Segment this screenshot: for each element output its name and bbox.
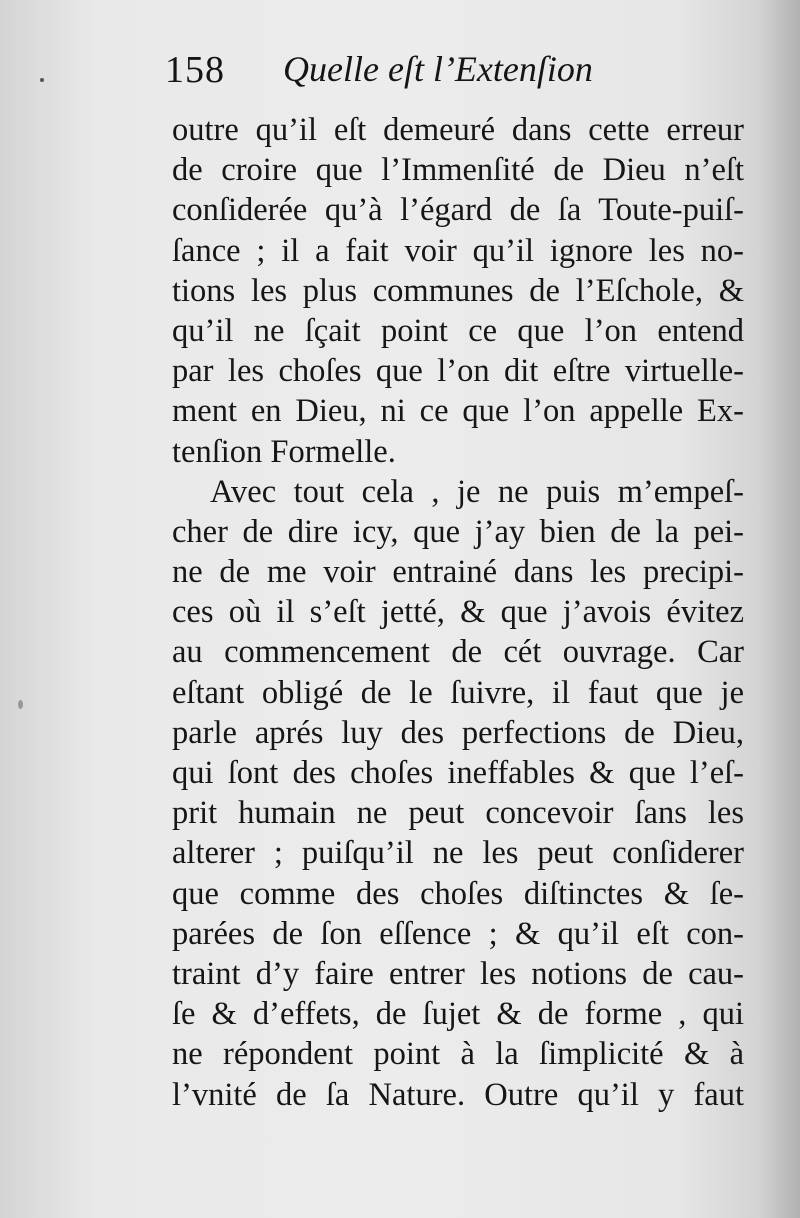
- text-line: parées de ſon eſſence ; & qu’il eſt con-: [172, 915, 744, 952]
- running-title: Quelle eſt l’Extenſion: [283, 49, 593, 89]
- text-line: outre qu’il eſt demeuré dans cette erreur: [172, 112, 744, 148]
- text-line: ne de me voir entrainé dans les precipi-: [172, 554, 744, 591]
- text-line: parle aprés luy des perfections de Dieu,: [172, 714, 744, 751]
- text-line: Avec tout cela , je ne puis m’empeſ-: [210, 473, 744, 510]
- text-line: prit humain ne peut concevoir ſans les: [172, 795, 744, 832]
- text-line: qu’il ne ſçait point ce que l’on entend: [172, 312, 744, 349]
- text-line: qui ſont des choſes ineffables & que l’eſ-: [172, 755, 744, 791]
- text-line: l’vnité de ſa Nature. Outre qu’il y faut: [172, 1076, 744, 1113]
- page-number: 158: [165, 49, 225, 91]
- text-line: au commencement de cét ouvrage. Car: [172, 634, 744, 671]
- text-line: traint d’y faire entrer les notions de cau-: [172, 955, 744, 992]
- text-line: tions les plus communes de l’Eſchole, &: [172, 272, 744, 309]
- text-line: eſtant obligé de le ſuivre, il faut que je: [172, 674, 744, 711]
- text-line: ces où il s’eſt jetté, & que j’avois évitez: [172, 594, 744, 631]
- text-line: tenſion Formelle.: [172, 433, 396, 470]
- ink-speck: [40, 78, 44, 82]
- text-line: ſance ; il a fait voir qu’il ignore les no-: [172, 232, 744, 269]
- text-line: conſiderée qu’à l’égard de ſa Toute-puiſ-: [172, 192, 744, 229]
- text-line: alterer ; puiſqu’il ne les peut conſiderer: [172, 835, 744, 872]
- ink-speck: [18, 700, 23, 709]
- page-edge-shadow: [760, 0, 800, 1218]
- text-line: de croire que l’Immenſité de Dieu n’eſt: [172, 152, 744, 189]
- text-line: que comme des choſes diſtinctes & ſe-: [172, 875, 744, 912]
- running-head: [165, 48, 765, 108]
- paragraph: [172, 110, 744, 472]
- text-line: ſe & d’effets, de ſujet & de forme , qui: [172, 996, 744, 1033]
- paragraph: [172, 472, 744, 1115]
- text-line: ne répondent point à la ſimplicité & à: [172, 1036, 744, 1073]
- text-line: cher de dire icy, que j’ay bien de la pei-: [172, 513, 744, 550]
- text-line: ment en Dieu, ni ce que l’on appelle Ex-: [172, 393, 744, 430]
- text-line: par les choſes que l’on dit eſtre virtuelle-: [172, 353, 744, 390]
- body-text: [172, 110, 744, 1115]
